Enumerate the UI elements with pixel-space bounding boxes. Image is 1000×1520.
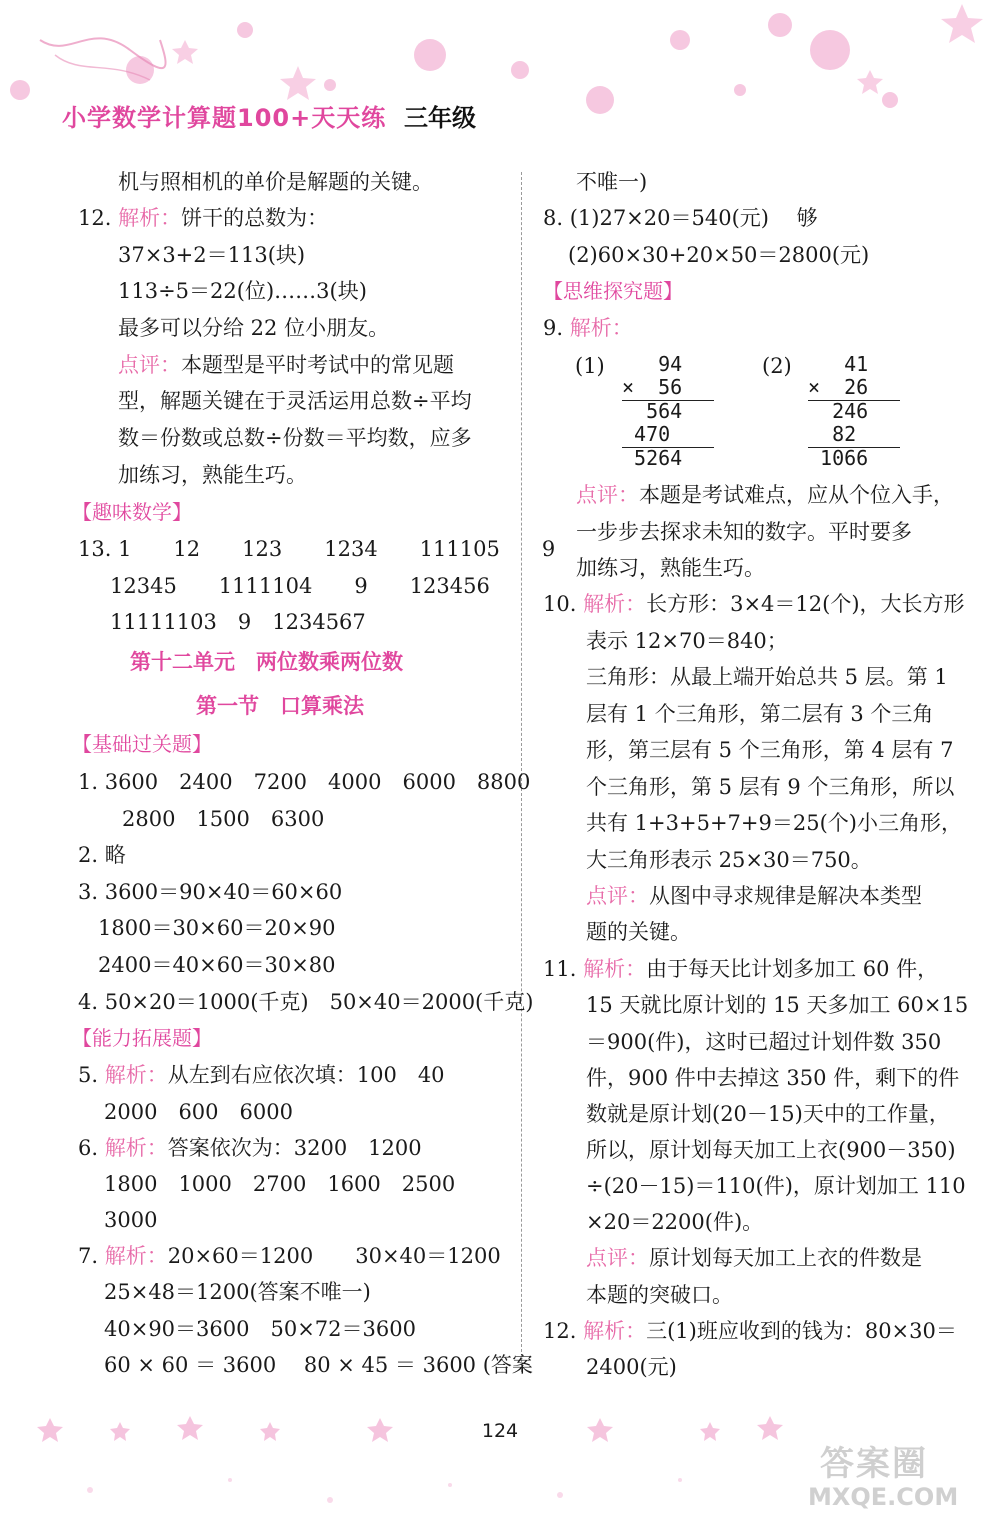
text: 本题型是平时考试中的常见题 bbox=[181, 353, 454, 377]
mult-row: 470 bbox=[622, 422, 683, 446]
question-number: 10. bbox=[543, 592, 577, 616]
question-number: 6. bbox=[78, 1136, 99, 1160]
text-line: 2800 1500 6300 bbox=[122, 807, 325, 831]
vertical-multiplication-1 bbox=[622, 353, 722, 473]
question-number: 5. bbox=[78, 1063, 99, 1087]
text-line: 表示 12×70＝840； bbox=[586, 629, 788, 653]
text-line: 层有 1 个三角形，第二层有 3 个三角 bbox=[586, 702, 934, 726]
text-line: 2400＝40×60＝30×80 bbox=[98, 953, 336, 977]
question-7 bbox=[78, 1242, 501, 1270]
section-title: 第一节 口算乘法 bbox=[196, 694, 364, 718]
multiplication-1-tag: (1) bbox=[575, 354, 605, 378]
question-6 bbox=[78, 1134, 422, 1162]
text-line: 1800＝30×60＝20×90 bbox=[98, 916, 336, 940]
text-line: 件，900 件中去掉这 350 件，剩下的件 bbox=[586, 1066, 960, 1090]
text-line: 13. 1 12 123 1234 111105 9 bbox=[78, 537, 556, 561]
grade-label: 三年级 bbox=[404, 104, 476, 132]
watermark-logo: 答案圈 bbox=[820, 1444, 928, 1484]
section-heading-basic: 【基础过关题】 bbox=[72, 732, 212, 756]
question-number: 12. bbox=[543, 1319, 577, 1343]
text-line: 12345 1111104 9 123456 bbox=[110, 574, 490, 598]
text-line: 共有 1+3+5+7+9＝25(个)小三角形， bbox=[586, 811, 962, 835]
mult-row: 41 bbox=[808, 352, 869, 376]
question-9 bbox=[543, 314, 633, 342]
text-line: 3000 bbox=[104, 1208, 158, 1232]
text-line: 机与照相机的单价是解题的关键。 bbox=[118, 170, 433, 194]
text-line: 15 天就比原计划的 15 天多加工 60×15 bbox=[586, 993, 969, 1017]
question-number: 9. bbox=[543, 316, 564, 340]
analysis-label: 解析： bbox=[583, 1319, 647, 1343]
analysis-label: 解析： bbox=[104, 1063, 168, 1087]
analysis-label: 解析： bbox=[583, 592, 647, 616]
analysis-label: 解析： bbox=[104, 1136, 168, 1160]
mult-row: 564 bbox=[622, 399, 683, 423]
section-heading-ability: 【能力拓展题】 bbox=[72, 1026, 212, 1050]
text: 饼干的总数为： bbox=[181, 206, 329, 230]
book-title: 小学数学计算题100+天天练 bbox=[62, 104, 387, 132]
comment-label: 点评： bbox=[586, 884, 649, 908]
text-line: 加练习，熟能生巧。 bbox=[576, 556, 765, 580]
text: 本题是考试难点，应从个位入手， bbox=[639, 483, 954, 507]
text-line: 1800 1000 2700 1600 2500 bbox=[104, 1172, 456, 1196]
mult-row: × 56 bbox=[622, 375, 683, 399]
text-line: 37×3+2＝113(块) bbox=[118, 243, 306, 267]
comment-label: 点评： bbox=[586, 1246, 649, 1270]
text-line: 不唯一) bbox=[576, 170, 648, 194]
text: 答案依次为：3200 1200 bbox=[167, 1136, 422, 1160]
analysis-label: 解析： bbox=[104, 1244, 168, 1268]
page-number: 124 bbox=[481, 1420, 519, 1442]
text: 由于每天比计划多加工 60 件， bbox=[646, 957, 939, 981]
text-line: 113÷5＝22(位)……3(块) bbox=[118, 279, 367, 303]
text-line: 所以，原计划每天加工上衣(900－350) bbox=[586, 1138, 956, 1162]
question-10 bbox=[543, 590, 965, 618]
text-line: 最多可以分给 22 位小朋友。 bbox=[118, 316, 390, 340]
mult-row: 94 bbox=[622, 352, 683, 376]
question-number: 11. bbox=[543, 957, 577, 981]
text-line: ÷(20－15)＝110(件)，原计划加工 110 bbox=[586, 1174, 966, 1198]
text: 长方形：3×4＝12(个)，大长方形 bbox=[646, 592, 965, 616]
text-line: 1. 3600 2400 7200 4000 6000 8800 bbox=[78, 770, 531, 794]
comment-label: 点评： bbox=[118, 353, 181, 377]
question-12 bbox=[78, 204, 328, 232]
question-12-right bbox=[543, 1317, 957, 1345]
text-line: 11111103 9 1234567 bbox=[110, 610, 366, 634]
text-line: 本题的突破口。 bbox=[586, 1283, 733, 1307]
mult-row: 1066 bbox=[808, 446, 869, 470]
text-line: 8. (1)27×20＝540(元) 够 bbox=[543, 206, 818, 230]
text-line: 2400(元) bbox=[586, 1355, 677, 1379]
text: 从图中寻求规律是解决本类型 bbox=[649, 884, 922, 908]
text-line: 3. 3600＝90×40＝60×60 bbox=[78, 880, 343, 904]
text-line: 数＝份数或总数÷份数＝平均数，应多 bbox=[118, 426, 472, 450]
text: 原计划每天加工上衣的件数是 bbox=[649, 1246, 922, 1270]
analysis-label: 解析： bbox=[569, 316, 633, 340]
question-11 bbox=[543, 955, 938, 983]
watermark-url: MXQE.COM bbox=[808, 1483, 959, 1511]
text: 三(1)班应收到的钱为：80×30＝ bbox=[646, 1319, 957, 1343]
comment-line bbox=[586, 1244, 922, 1272]
text-line: 40×90＝3600 50×72＝3600 bbox=[104, 1317, 416, 1341]
text-line: 型，解题关键在于灵活运用总数÷平均 bbox=[118, 389, 472, 413]
comment-label: 点评： bbox=[576, 483, 639, 507]
mult-row: × 26 bbox=[808, 375, 869, 399]
question-number: 7. bbox=[78, 1244, 99, 1268]
mult-row: 246 bbox=[808, 399, 869, 423]
text-line: 三角形：从最上端开始总共 5 层。第 1 bbox=[586, 665, 948, 689]
text-line: ＝900(件)，这时已超过计划件数 350 bbox=[586, 1030, 942, 1054]
text-line: 题的关键。 bbox=[586, 920, 691, 944]
question-number: 12. bbox=[78, 206, 112, 230]
comment-line bbox=[576, 481, 954, 509]
mult-row: 82 bbox=[808, 422, 869, 446]
unit-title: 第十二单元 两位数乘两位数 bbox=[130, 650, 403, 674]
analysis-label: 解析： bbox=[583, 957, 647, 981]
text-line: 2000 600 6000 bbox=[104, 1100, 293, 1124]
text: 20×60＝1200 30×40＝1200 bbox=[167, 1244, 501, 1268]
text: 从左到右应依次填：100 40 bbox=[167, 1063, 445, 1087]
text-line: 大三角形表示 25×30＝750。 bbox=[586, 848, 872, 872]
text-line: 2. 略 bbox=[78, 843, 126, 867]
comment-line bbox=[586, 882, 922, 910]
analysis-label: 解析： bbox=[118, 206, 182, 230]
multiplication-2-tag: (2) bbox=[762, 354, 792, 378]
comment-line bbox=[118, 351, 454, 379]
text-line: 60 × 60 ＝ 3600 80 × 45 ＝ 3600 (答案 bbox=[104, 1353, 533, 1377]
text-line: (2)60×30+20×50＝2800(元) bbox=[568, 243, 870, 267]
text-line: 一步步去探求未知的数字。平时要多 bbox=[576, 520, 912, 544]
section-heading-think: 【思维探究题】 bbox=[543, 279, 683, 303]
text-line: 个三角形，第 5 层有 9 个三角形，所以 bbox=[586, 775, 955, 799]
question-5 bbox=[78, 1061, 445, 1089]
text-line: ×20＝2200(件)。 bbox=[586, 1210, 764, 1234]
text-line: 4. 50×20＝1000(千克) 50×40＝2000(千克) bbox=[78, 990, 534, 1014]
text-line: 形，第三层有 5 个三角形，第 4 层有 7 bbox=[586, 738, 954, 762]
text-line: 数就是原计划(20－15)天中的工作量， bbox=[586, 1102, 950, 1126]
vertical-multiplication-2 bbox=[808, 353, 908, 473]
mult-row: 5264 bbox=[622, 446, 683, 470]
text-line: 25×48＝1200(答案不唯一) bbox=[104, 1280, 371, 1304]
section-heading-fun-math: 【趣味数学】 bbox=[72, 500, 192, 524]
text-line: 加练习，熟能生巧。 bbox=[118, 463, 307, 487]
